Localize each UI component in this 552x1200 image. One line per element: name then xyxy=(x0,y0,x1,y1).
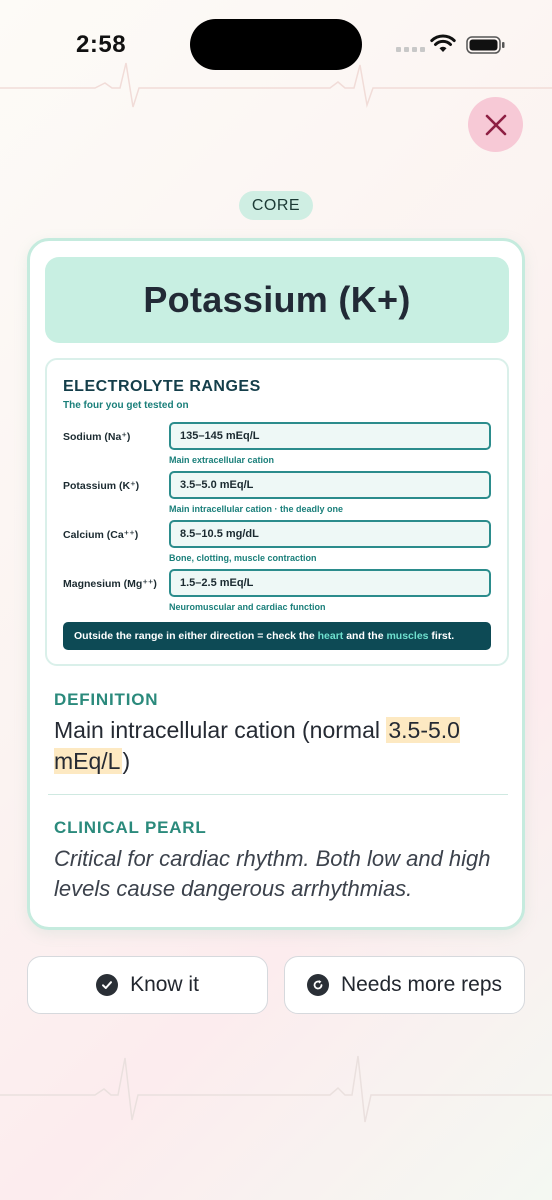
footer-highlight-heart: heart xyxy=(317,630,344,642)
card-title-box xyxy=(45,257,509,343)
footer-text: first. xyxy=(428,630,455,642)
definition-highlight: 3.5-5.0 mEq/L xyxy=(54,717,460,774)
range-row-sodium xyxy=(63,422,493,468)
range-note: Main extracellular cation xyxy=(169,455,275,465)
close-icon xyxy=(484,113,508,137)
check-circle-icon xyxy=(96,974,118,996)
definition-label: DEFINITION xyxy=(54,690,159,709)
clinical-pearl-label: CLINICAL PEARL xyxy=(54,818,207,837)
range-note: Bone, clotting, muscle contraction xyxy=(169,553,317,563)
range-note: Neuromuscular and cardiac function xyxy=(169,602,326,612)
card-title: Potassium (K+) xyxy=(143,279,411,320)
know-it-label: Know it xyxy=(130,973,199,996)
close-button[interactable] xyxy=(468,97,523,152)
range-label: Calcium (Ca⁺⁺) xyxy=(63,529,139,541)
battery-icon xyxy=(466,36,506,54)
definition-text-start: Main intracellular cation (normal xyxy=(54,717,387,743)
dynamic-island xyxy=(190,19,362,70)
range-row-calcium xyxy=(63,520,493,566)
ecg-line-decoration xyxy=(0,1040,552,1130)
needs-more-reps-label: Needs more reps xyxy=(340,973,503,996)
footer-text: and the xyxy=(343,630,387,642)
ranges-subtitle: The four you get tested on xyxy=(63,400,189,411)
range-label: Magnesium (Mg⁺⁺) xyxy=(63,578,157,590)
status-bar xyxy=(0,0,552,90)
range-row-potassium xyxy=(63,471,493,517)
range-value: 1.5–2.5 mEq/L xyxy=(169,569,491,597)
core-tag: CORE xyxy=(239,191,313,220)
range-label: Potassium (K⁺) xyxy=(63,480,140,492)
ranges-footer xyxy=(63,622,491,650)
flashcard xyxy=(27,238,525,930)
status-time: 2:58 xyxy=(76,31,127,58)
range-row-magnesium xyxy=(63,569,493,615)
electrolyte-ranges-panel xyxy=(45,358,509,666)
range-note: Main intracellular cation · the deadly one xyxy=(169,504,344,514)
ranges-title: ELECTROLYTE RANGES xyxy=(63,378,261,395)
needs-more-reps-button[interactable] xyxy=(284,956,525,1014)
range-label: Sodium (Na⁺) xyxy=(63,431,131,443)
definition-text xyxy=(54,715,499,777)
range-value: 3.5–5.0 mEq/L xyxy=(169,471,491,499)
section-divider xyxy=(48,794,508,795)
know-it-button[interactable] xyxy=(27,956,268,1014)
definition-text-end: ) xyxy=(122,748,131,774)
cellular-signal-icon xyxy=(396,47,425,52)
footer-highlight-muscles: muscles xyxy=(386,630,429,642)
clinical-pearl-text: Critical for cardiac rhythm. Both low and high levels cause dangerous arrhythmias. xyxy=(54,846,491,901)
wifi-icon xyxy=(430,34,456,54)
refresh-circle-icon xyxy=(307,974,329,996)
range-value: 8.5–10.5 mg/dL xyxy=(169,520,491,548)
range-value: 135–145 mEq/L xyxy=(169,422,491,450)
footer-text: Outside the range in either direction = check the xyxy=(74,630,318,642)
